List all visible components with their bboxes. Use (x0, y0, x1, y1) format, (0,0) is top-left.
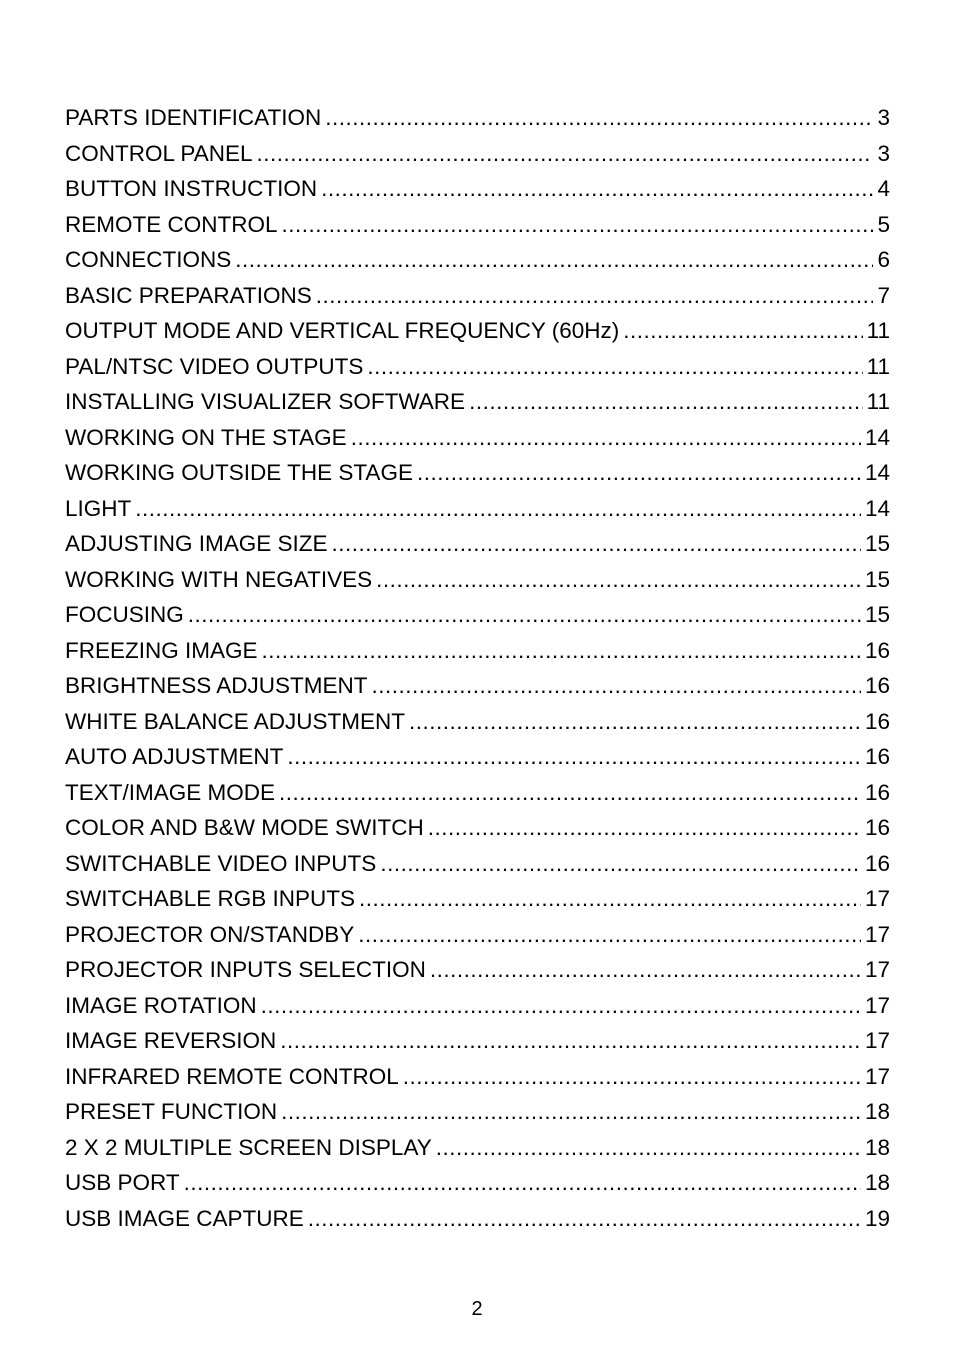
toc-entry-title: CONNECTIONS (65, 247, 232, 272)
toc-entry-page: 7 (877, 282, 890, 308)
toc-entry-page: 15 (864, 566, 890, 592)
toc-entry-page: 11 (866, 353, 890, 379)
toc-entry-title: WORKING OUTSIDE THE STAGE (65, 460, 413, 485)
toc-dot-leader (358, 917, 861, 953)
table-of-contents (65, 100, 890, 1236)
toc-dot-leader (235, 242, 873, 278)
toc-entry-title: WORKING ON THE STAGE (65, 424, 347, 450)
toc-entry-title: IMAGE REVERSION (65, 1028, 277, 1053)
toc-entry[interactable] (65, 1201, 890, 1237)
toc-dot-leader (469, 384, 863, 420)
toc-dot-leader (367, 349, 862, 385)
toc-entry-page: 17 (864, 886, 890, 911)
toc-entry[interactable] (65, 668, 890, 704)
toc-dot-leader (359, 881, 861, 917)
toc-entry[interactable] (65, 775, 890, 811)
toc-dot-leader (351, 420, 861, 456)
toc-entry[interactable] (65, 917, 890, 953)
toc-entry[interactable] (65, 846, 890, 882)
toc-dot-leader (287, 739, 861, 775)
toc-entry-title: 2 X 2 MULTIPLE SCREEN DISPLAY (65, 1134, 432, 1160)
toc-dot-leader (279, 775, 861, 811)
toc-entry[interactable] (65, 526, 890, 562)
toc-entry[interactable] (65, 562, 890, 598)
toc-entry[interactable] (65, 1165, 890, 1201)
toc-entry-page: 15 (864, 602, 890, 627)
toc-entry-page: 4 (877, 176, 890, 201)
toc-dot-leader (280, 1023, 861, 1059)
toc-dot-leader (281, 1094, 861, 1130)
toc-entry[interactable] (65, 136, 890, 172)
toc-dot-leader (403, 1059, 861, 1095)
toc-entry[interactable] (65, 633, 890, 669)
toc-entry[interactable] (65, 597, 890, 633)
toc-entry-title: OUTPUT MODE AND VERTICAL FREQUENCY (60Hz) (65, 318, 620, 343)
toc-entry-page: 11 (866, 389, 890, 414)
toc-entry[interactable] (65, 1059, 890, 1095)
toc-entry-title: SWITCHABLE RGB INPUTS (65, 886, 356, 911)
toc-entry[interactable] (65, 242, 890, 278)
toc-entry-page: 17 (864, 921, 890, 947)
toc-dot-leader (380, 846, 861, 882)
toc-entry-page: 16 (864, 708, 890, 734)
toc-dot-leader (262, 633, 861, 669)
toc-entry-page: 18 (864, 1099, 890, 1124)
toc-dot-leader (325, 100, 873, 136)
toc-entry-title: PARTS IDENTIFICATION (65, 105, 322, 130)
toc-entry-title: REMOTE CONTROL (65, 211, 278, 237)
toc-entry-title: PAL/NTSC VIDEO OUTPUTS (65, 353, 364, 379)
toc-entry-page: 14 (864, 460, 890, 485)
toc-dot-leader (282, 207, 874, 243)
toc-entry-page: 16 (864, 637, 890, 663)
toc-entry[interactable] (65, 207, 890, 243)
toc-entry-title: SWITCHABLE VIDEO INPUTS (65, 850, 377, 876)
toc-entry-page: 17 (864, 1063, 890, 1089)
toc-dot-leader (184, 1165, 861, 1201)
toc-entry-page: 14 (864, 495, 890, 521)
toc-entry-page: 19 (864, 1205, 890, 1231)
toc-entry[interactable] (65, 988, 890, 1024)
toc-entry[interactable] (65, 810, 890, 846)
toc-entry-page: 17 (864, 957, 890, 982)
toc-entry-title: BASIC PREPARATIONS (65, 282, 312, 308)
toc-dot-leader (623, 313, 862, 349)
toc-entry-page: 16 (864, 673, 890, 698)
toc-dot-leader (376, 562, 861, 598)
toc-entry-page: 16 (864, 815, 890, 840)
toc-entry-page: 11 (866, 318, 890, 343)
toc-entry-page: 5 (877, 211, 890, 237)
toc-entry-title: LIGHT (65, 495, 132, 521)
toc-dot-leader (135, 491, 861, 527)
toc-entry-title: BRIGHTNESS ADJUSTMENT (65, 673, 368, 698)
toc-entry-page: 14 (864, 424, 890, 450)
toc-entry[interactable] (65, 278, 890, 314)
toc-dot-leader (316, 278, 874, 314)
toc-entry-title: AUTO ADJUSTMENT (65, 744, 284, 769)
toc-entry-title: USB IMAGE CAPTURE (65, 1205, 304, 1231)
toc-entry-page: 16 (864, 779, 890, 805)
toc-dot-leader (409, 704, 861, 740)
toc-dot-leader (372, 668, 861, 704)
toc-entry-title: USB PORT (65, 1170, 180, 1195)
toc-entry[interactable] (65, 171, 890, 207)
toc-entry-title: WHITE BALANCE ADJUSTMENT (65, 708, 406, 734)
toc-dot-leader (332, 526, 861, 562)
toc-entry-title: TEXT/IMAGE MODE (65, 779, 276, 805)
toc-entry-title: WORKING WITH NEGATIVES (65, 566, 373, 592)
toc-dot-leader (428, 810, 861, 846)
toc-dot-leader (261, 988, 861, 1024)
toc-entry[interactable] (65, 881, 890, 917)
toc-entry-page: 16 (864, 744, 890, 769)
toc-entry[interactable] (65, 739, 890, 775)
toc-entry[interactable] (65, 491, 890, 527)
toc-dot-leader (436, 1130, 861, 1166)
toc-entry[interactable] (65, 1023, 890, 1059)
page-number: 2 (471, 1298, 483, 1320)
toc-entry[interactable] (65, 349, 890, 385)
toc-entry[interactable] (65, 420, 890, 456)
toc-entry-page: 6 (877, 247, 890, 272)
toc-entry-title: BUTTON INSTRUCTION (65, 176, 318, 201)
toc-entry[interactable] (65, 1130, 890, 1166)
toc-entry-title: PROJECTOR INPUTS SELECTION (65, 957, 426, 982)
toc-dot-leader (321, 171, 873, 207)
toc-entry[interactable] (65, 384, 890, 420)
toc-entry[interactable] (65, 704, 890, 740)
toc-entry-title: INFRARED REMOTE CONTROL (65, 1063, 399, 1089)
toc-entry-page: 3 (877, 105, 890, 130)
toc-entry-page: 16 (864, 850, 890, 876)
toc-entry-title: FOCUSING (65, 602, 184, 627)
toc-entry-page: 3 (877, 140, 890, 166)
toc-entry-page: 17 (864, 992, 890, 1018)
toc-dot-leader (430, 952, 861, 988)
toc-entry-title: PRESET FUNCTION (65, 1099, 278, 1124)
toc-entry-title: INSTALLING VISUALIZER SOFTWARE (65, 389, 466, 414)
toc-entry-page: 18 (864, 1170, 890, 1195)
toc-dot-leader (417, 455, 861, 491)
toc-entry-title: IMAGE ROTATION (65, 992, 257, 1018)
toc-entry[interactable] (65, 100, 890, 136)
toc-entry-page: 15 (864, 531, 890, 556)
toc-dot-leader (188, 597, 861, 633)
toc-dot-leader (257, 136, 874, 172)
toc-entry-title: COLOR AND B&W MODE SWITCH (65, 815, 424, 840)
toc-entry-page: 18 (864, 1134, 890, 1160)
toc-entry-page: 17 (864, 1028, 890, 1053)
toc-entry[interactable] (65, 455, 890, 491)
toc-entry-title: PROJECTOR ON/STANDBY (65, 921, 355, 947)
toc-entry-title: ADJUSTING IMAGE SIZE (65, 531, 328, 556)
toc-entry[interactable] (65, 313, 890, 349)
toc-entry-title: CONTROL PANEL (65, 140, 253, 166)
toc-entry[interactable] (65, 952, 890, 988)
toc-dot-leader (308, 1201, 861, 1237)
toc-entry[interactable] (65, 1094, 890, 1130)
toc-entry-title: FREEZING IMAGE (65, 637, 258, 663)
